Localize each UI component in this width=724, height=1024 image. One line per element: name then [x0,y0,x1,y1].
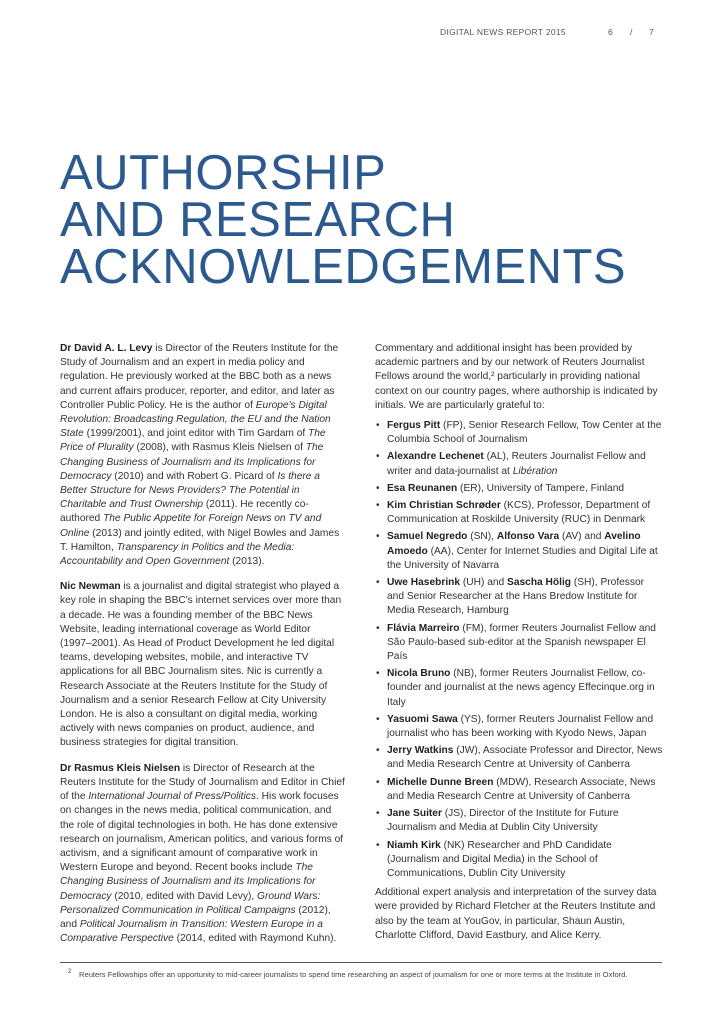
right-column [375,342,663,954]
bio-name: Dr Rasmus Kleis Nielsen [60,762,181,774]
bio-name: Nic Newman [60,581,121,593]
page-number-right: 7 [649,27,655,37]
list-item: • Kim Christian Schrøder (KCS), Professor, Department of Communication at Roskilde University (RUC) in Denmark [375,499,663,527]
list-item: • Fergus Pitt (FP), Senior Research Fellow, Tow Center at the Columbia School of Journalism [375,419,663,447]
closing-paragraph: Additional expert analysis and interpretation of the survey data were provided by Richard Fletcher at the Reuters Institute and also by the team at YouGov, in particular, Shaun Austin, Charlotte Clifford, David Eastbury, and Alice Kerry. [375,887,657,941]
title-line-1: AUTHORSHIP [60,146,387,200]
bio-nielsen: Dr Rasmus Kleis Nielsen is Director of Research at the Reuters Institute for the Study of Journalism and Editor in Chief of the International Journal of Press/Politics. His work focuses on changes in the news media, political communication, and the role of digital technologies in both. He has done extensive research on journalism, American politics, and various forms of activism, and a significant amount of comparative work in Western Europe and beyond. Recent books include The Changing Business of Journalism and its Implications for Democracy (2010, edited with David Levy), Ground Wars: Personalized Communication in Political Campaigns (2012), and Political Journalism in Transition: Western Europe in a Comparative Perspective (2014, edited with Raymond Kuhn). [60,762,345,945]
contributors-list [375,419,663,881]
list-item: • Jerry Watkins (JW), Associate Professor and Director, News and Media Research Centre at University of Canberra [375,744,663,772]
bio-newman: Nic Newman is a journalist and digital strategist who played a key role in shaping the BBC's internet services over more than a decade. He was a founding member of the BBC News Website, leading international coverage as World Editor (1997–2001). As Head of Product Development he led digital teams, developing websites, mobile, and interactive TV applications for all BBC Journalism sites. Nic is currently a Research Associate at the Reuters Institute for the Study of Journalism and a senior Research Fellow at City University London. He is also a consultant on digital media, working actively with news companies on product, audience, and business strategies for digital transition. [60,581,342,749]
report-title: DIGITAL NEWS REPORT 2015 [440,27,566,37]
bio-levy: Dr David A. L. Levy is Director of the Reuters Institute for the Study of Journalism and an expert in media policy and regulation. He previously worked at the BBC both as a news and current affairs producer, reporter, and editor, and later as Controller Public Policy. He is the author of Europe's Digital Revolution: Broadcasting Regulation, the EU and the Nation State (1999/2001), and joint editor with Tim Gardam of The Price of Plurality (2008), with Rasmus Kleis Nielsen of The Changing Business of Journalism and its Implications for Democracy (2010) and with Robert G. Picard of Is there a Better Structure for News Providers? The Potential in Charitable and Trust Ownership (2011). He recently co-authored The Public Appetite for Foreign News on TV and Online (2013) and jointly edited, with Nigel Bowles and James T. Hamilton, Transparency in Politics and the Media: Accountability and Open Government (2013). [60,343,340,568]
list-item: • Flávia Marreiro (FM), former Reuters Journalist Fellow and São Paulo-based sub-editor at the Spanish newspaper El País [375,622,663,665]
footnote-number: 2 [68,969,72,975]
footnote [68,969,628,980]
page-number-left: 6 [608,27,614,37]
page-separator: / [630,27,633,37]
list-item: • Niamh Kirk (NK) Researcher and PhD Candidate (Journalism and Digital Media) in the School of Communications, Dublin City University [375,839,663,882]
title-line-2: AND RESEARCH [60,193,456,247]
page-title [60,146,627,294]
bio-name: Dr David A. L. Levy [60,343,153,354]
list-item: • Michelle Dunne Breen (MDW), Research Associate, News and Media Research Centre at University of Canberra [375,776,663,804]
list-item: • Esa Reunanen (ER), University of Tampere, Finland [375,482,663,496]
title-line-3: ACKNOWLEDGEMENTS [60,240,627,294]
list-item: • Nicola Bruno (NB), former Reuters Journalist Fellow, co-founder and journalist at the news agency Effecinque.org in Italy [375,667,663,710]
list-item: • Yasuomi Sawa (YS), former Reuters Journalist Fellow and journalist who has been working with Kyodo News, Japan [375,713,663,741]
list-item: • Samuel Negredo (SN), Alfonso Vara (AV) and Avelino Amoedo (AA), Center for Internet Studies and Digital Life at the University of Navarra [375,530,663,573]
list-item: • Jane Suiter (JS), Director of the Institute for Future Journalism and Media at Dublin City University [375,807,663,835]
list-item: • Alexandre Lechenet (AL), Reuters Journalist Fellow and writer and data-journalist at Libération [375,450,663,478]
list-item: • Uwe Hasebrink (UH) and Sascha Hölig (SH), Professor and Senior Researcher at the Hans Bredow Institute for Media Research, Hamburg [375,576,663,619]
footnote-divider [60,962,662,963]
footnote-text: Reuters Fellowships offer an opportunity to mid-career journalists to spend time researching an aspect of journalism for one or more terms at the Institute in Oxford. [79,970,628,979]
contributors-intro: Commentary and additional insight has been provided by academic partners and by our network of Reuters Journalist Fellows around the world,² particularly in providing national context on our country pages, where authorship is indicated by initials. We are particularly grateful to: [375,343,658,411]
left-column [60,342,345,957]
